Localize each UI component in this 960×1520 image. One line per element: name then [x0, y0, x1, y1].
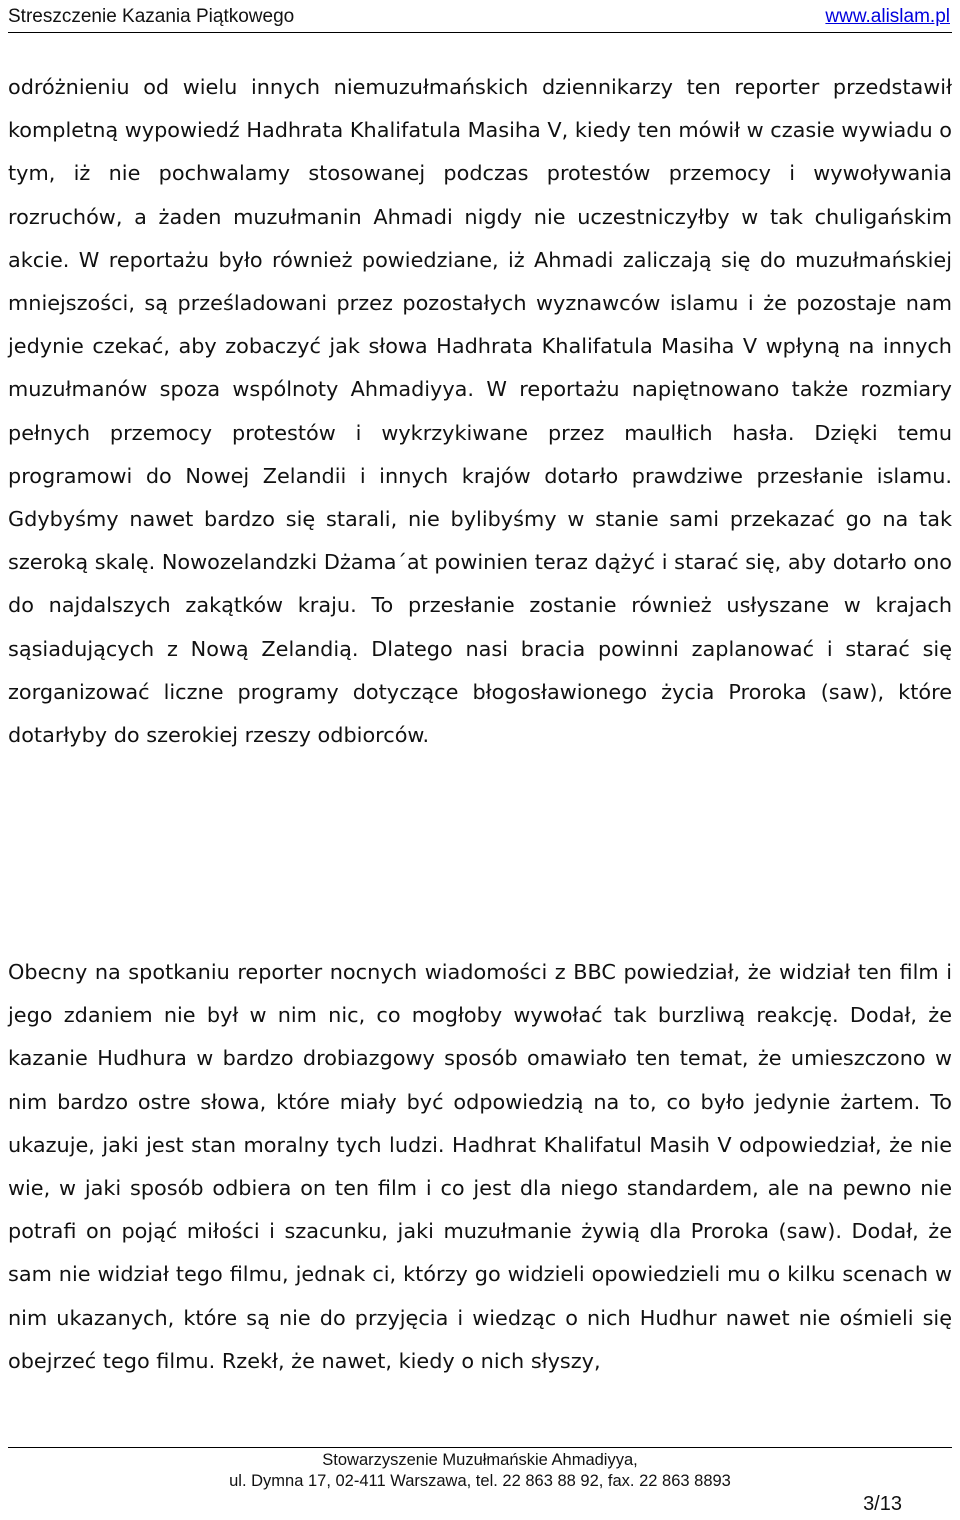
document-title: Streszczenie Kazania Piątkowego: [8, 6, 295, 27]
footer-organization: Stowarzyszenie Muzułmańskie Ahmadiyya,: [322, 1451, 638, 1469]
body-paragraph-2: Obecny na spotkaniu reporter nocnych wiadomości z BBC powiedział, że widział ten film i jego zdaniem nie był w nim nic, co mogłoby wywołać tak burzliwą reakcję. Dodał, że kazanie Hudhura w bardzo drobiazgowy sposób omawiało ten temat, że umieszczono w nim bardzo ostre słowa, które miały być odpowiedzią na to, co było jedynie żartem. To ukazuje, jaki jest stan moralny tych ludzi. Hadhrat Khalifatul Masih V odpowiedział, że nie wie, w jaki sposób odbiera on ten film i co jest dla niego standardem, ale na pewno nie potrafi on pojąć miłości i szacunku, jaki muzułmanie żywią dla Proroka (saw). Dodał, że sam nie widział tego filmu, jednak ci, którzy go widzieli opowiedzieli mu o kilku scenach w nim ukazanych, które są nie do przyjęcia i wiedząc o nich Hudhur nawet nie ośmieli się obejrzeć tego filmu. Rzekł, że nawet, kiedy o nich słyszy,: [8, 960, 952, 1373]
footer-address: ul. Dymna 17, 02-411 Warszawa, tel. 22 863 88 92, fax. 22 863 8893: [229, 1472, 731, 1490]
header-divider: [8, 32, 952, 33]
body-paragraph-1: odróżnieniu od wielu innych niemuzułmańskich dziennikarzy ten reporter przedstawił kompletną wypowiedź Hadhrata Khalifatula Masiha V, kiedy ten mówił w czasie wywiadu o tym, iż nie pochwalamy stosowanej podczas protestów przemocy i wywoływania rozruchów, a żaden muzułmanin Ahmadi nigdy nie uczestniczyłby w tak chuligańskim akcie. W reportażu było również powiedziane, iż Ahmadi zaliczają się do muzułmańskiej mniejszości, są prześladowani przez pozostałych wyznawców islamu i że pozostaje nam jedynie czekać, aby zobaczyć jak słowa Hadhrata Khalifatula Masiha V wpłyną na innych muzułmanów spoza wspólnoty Ahmadiyya. W reportażu napiętnowano także rozmiary pełnych przemocy protestów i wykrzykiwane przez maulłich hasła. Dzięki temu programowi do Nowej Zelandii i innych krajów dotarło prawdziwe przesłanie islamu. Gdybyśmy nawet bardzo się starali, nie bylibyśmy w stanie sami przekazać go na tak szeroką skalę. Nowozelandzki Dżama´at powinien teraz dążyć i starać się, aby dotarło ono do najdalszych zakątków kraju. To przesłanie zostanie również usłyszane w krajach sąsiadujących z Nową Zelandią. Dlatego nasi bracia powinni zaplanować i starać się zorganizować liczne programy dotyczące błogosławionego życia Proroka (saw), które dotarłyby do szerokiej rzeszy odbiorców.: [8, 75, 952, 748]
page-number: 3/13: [863, 1493, 902, 1515]
site-link[interactable]: www.alislam.pl: [825, 6, 950, 27]
footer-divider: [8, 1447, 952, 1448]
page-header: [8, 4, 950, 30]
